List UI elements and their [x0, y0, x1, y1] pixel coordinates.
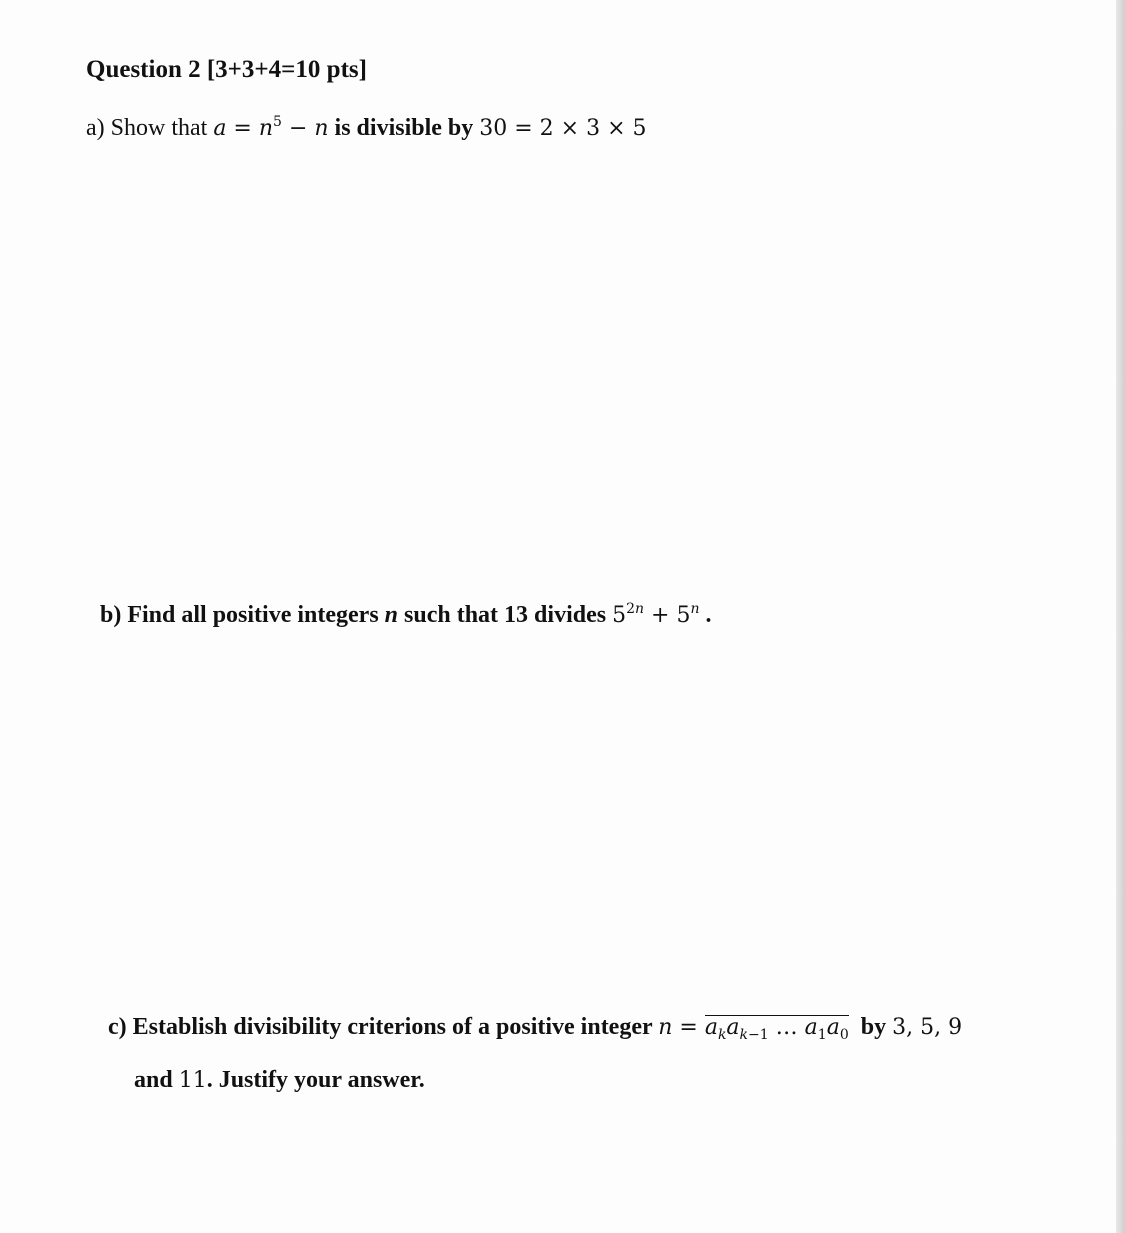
- part-b: [100, 600, 711, 631]
- part-c-line2-number: 11: [178, 1068, 207, 1093]
- part-c-line2-prefix: and: [134, 1067, 179, 1093]
- part-c-line2-suffix: . Justify your answer.: [206, 1067, 425, 1093]
- part-c-middle: by: [854, 1014, 893, 1040]
- part-b-prefix: b) Find all positive integers: [100, 602, 385, 628]
- part-c-line2: [134, 1065, 425, 1096]
- part-b-middle: such that 13 divides: [398, 602, 613, 628]
- part-a-prefix: a) Show that: [86, 115, 214, 141]
- digit-overline: $a_ka_{k-1}$ … $a_1a_0$: [704, 1015, 849, 1043]
- page-edge-shadow: [1116, 0, 1125, 1233]
- part-a-middle: is divisible by: [328, 115, 480, 141]
- part-c: [108, 1012, 962, 1043]
- part-b-suffix: .: [699, 602, 712, 628]
- part-a-number: 30 = 2 × 3 × 5: [479, 116, 647, 141]
- part-a-formula: $a = n^5 - n$: [213, 114, 329, 141]
- part-c-formula: $n = a_ka_{k-1}$ … $a_1a_0$: [658, 1015, 849, 1043]
- part-c-prefix: c) Establish divisibility criterions of a positive integer: [108, 1014, 659, 1040]
- part-b-variable: n: [384, 602, 399, 628]
- question-title: Question 2 [3+3+4=10 pts]: [86, 56, 367, 83]
- part-a: [86, 113, 647, 144]
- part-b-expression: $5^{2n} + 5^n$: [612, 601, 700, 628]
- part-c-divisors: 3, 5, 9: [892, 1015, 963, 1040]
